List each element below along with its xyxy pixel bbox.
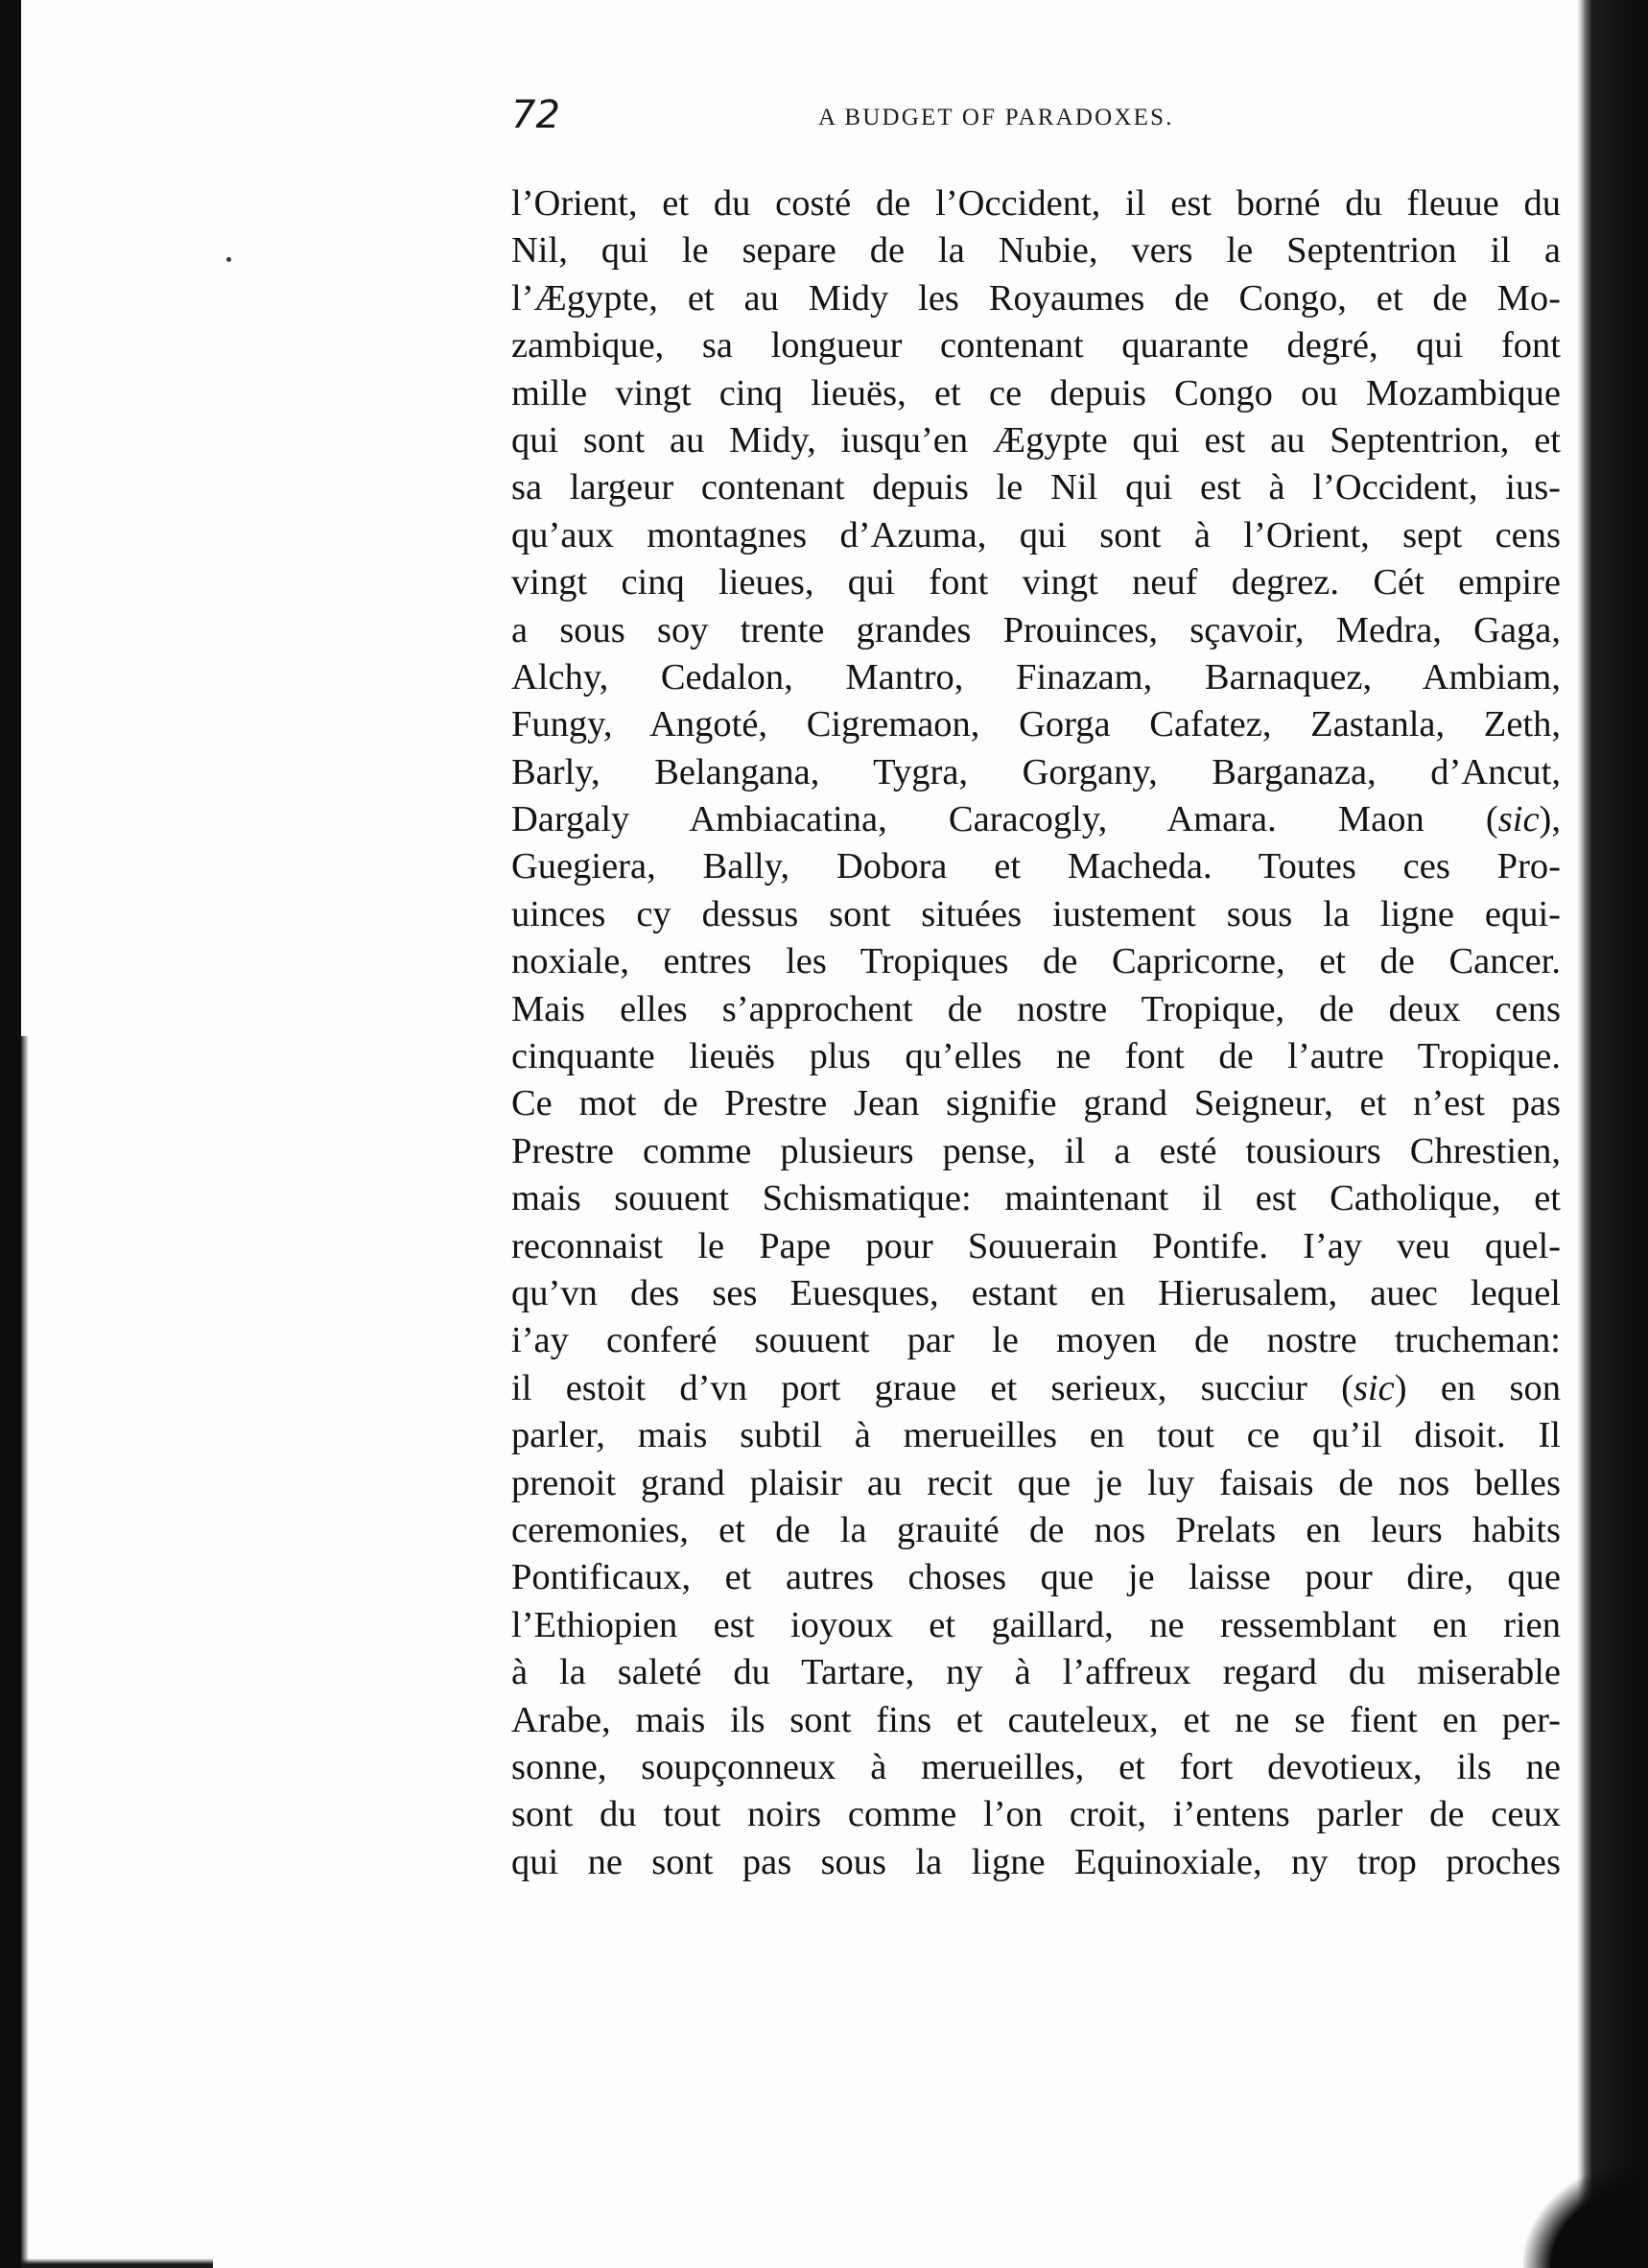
text-line: qui ne sont pas sous la ligne Equinoxiale, ny trop proches bbox=[511, 1841, 1561, 1882]
scan-right-foot bbox=[1523, 2162, 1648, 2268]
scan-speck bbox=[226, 257, 231, 262]
text-line: zambique, sa longueur contenant quarante degré, qui font bbox=[511, 325, 1561, 366]
text-line: Alchy, Cedalon, Mantro, Finazam, Barnaquez, Ambiam, bbox=[511, 656, 1561, 697]
text-line: mille vingt cinq lieuës, et ce depuis Congo ou Mozambique bbox=[511, 372, 1561, 413]
text-line: cinquante lieuës plus qu’elles ne font de l’autre Tropique. bbox=[511, 1036, 1561, 1077]
text-line: sonne, soupçonneux à merueilles, et fort devotieux, ils ne bbox=[511, 1746, 1561, 1787]
text-line: Dargaly Ambiacatina, Caracogly, Amara. Maon (sic), bbox=[511, 799, 1561, 840]
text-line: Nil, qui le separe de la Nubie, vers le Septentrion il a bbox=[511, 230, 1561, 272]
text-line: qu’vn des ses Euesques, estant en Hierusalem, auec lequel bbox=[511, 1272, 1561, 1313]
text-line: noxiale, entres les Tropiques de Capricorne, et de Cancer. bbox=[511, 941, 1561, 982]
text-line: Ce mot de Prestre Jean signifie grand Seigneur, et n’est pas bbox=[511, 1083, 1561, 1124]
text-line: sont du tout noirs comme l’on croit, i’entens parler de ceux bbox=[511, 1794, 1561, 1835]
scan-left-shadow bbox=[21, 1036, 29, 2268]
text-line: Mais elles s’approchent de nostre Tropique, de deux cens bbox=[511, 988, 1561, 1029]
text-line: Guegiera, Bally, Dobora et Macheda. Toutes ces Pro- bbox=[511, 846, 1561, 887]
text-line: Prestre comme plusieurs pense, il a esté tousiours Chrestien, bbox=[511, 1130, 1561, 1171]
text-line: Fungy, Angoté, Cigremaon, Gorga Cafatez, Zastanla, Zeth, bbox=[511, 704, 1561, 745]
text-line: l’Ethiopien est ioyoux et gaillard, ne ressemblant en rien bbox=[511, 1604, 1561, 1645]
text-line: Arabe, mais ils sont fins et cauteleux, et ne se fient en per- bbox=[511, 1699, 1561, 1740]
text-line: il estoit d’vn port graue et serieux, succiur (sic) en son bbox=[511, 1367, 1561, 1408]
text-line: qui sont au Midy, iusqu’en Ægypte qui est au Septentrion, et bbox=[511, 419, 1561, 461]
running-title: A BUDGET OF PARADOXES. bbox=[818, 105, 1174, 130]
page-header bbox=[511, 88, 1576, 142]
text-line: sa largeur contenant depuis le Nil qui est à l’Occident, ius- bbox=[511, 467, 1561, 508]
text-line: Barly, Belangana, Tygra, Gorgany, Barganaza, d’Ancut, bbox=[511, 751, 1561, 792]
text-line: i’ay conferé souuent par le moyen de nostre trucheman: bbox=[511, 1320, 1561, 1361]
text-line: ceremonies, et de la grauité de nos Prelats en leurs habits bbox=[511, 1509, 1561, 1550]
text-line: l’Ægypte, et au Midy les Royaumes de Congo, et de Mo- bbox=[511, 277, 1561, 319]
text-line: uinces cy dessus sont situées iustement sous la ligne equi- bbox=[511, 893, 1561, 934]
text-line: qu’aux montagnes d’Azuma, qui sont à l’Orient, sept cens bbox=[511, 514, 1561, 555]
text-line: a sous soy trente grandes Prouinces, sçavoir, Medra, Gaga, bbox=[511, 609, 1561, 650]
text-line: vingt cinq lieues, qui font vingt neuf degrez. Cét empire bbox=[511, 562, 1561, 603]
text-line: Pontificaux, et autres choses que je laisse pour dire, que bbox=[511, 1557, 1561, 1598]
text-line: à la saleté du Tartare, ny à l’affreux regard du miserable bbox=[511, 1652, 1561, 1693]
scan-bottom-mark bbox=[21, 2258, 213, 2268]
page-number: 72 bbox=[511, 93, 560, 137]
scan-right-border bbox=[1577, 0, 1648, 2268]
text-line: prenoit grand plaisir au recit que je luy faisais de nos belles bbox=[511, 1462, 1561, 1503]
body-text bbox=[511, 180, 1561, 1886]
text-line: l’Orient, et du costé de l’Occident, il est borné du fleuue du bbox=[511, 183, 1561, 224]
text-line: reconnaist le Pape pour Souuerain Pontife. I’ay veu quel- bbox=[511, 1225, 1561, 1266]
scan-left-border bbox=[0, 0, 21, 2268]
text-line: mais souuent Schismatique: maintenant il est Catholique, et bbox=[511, 1178, 1561, 1219]
text-line: parler, mais subtil à merueilles en tout ce qu’il disoit. Il bbox=[511, 1415, 1561, 1456]
